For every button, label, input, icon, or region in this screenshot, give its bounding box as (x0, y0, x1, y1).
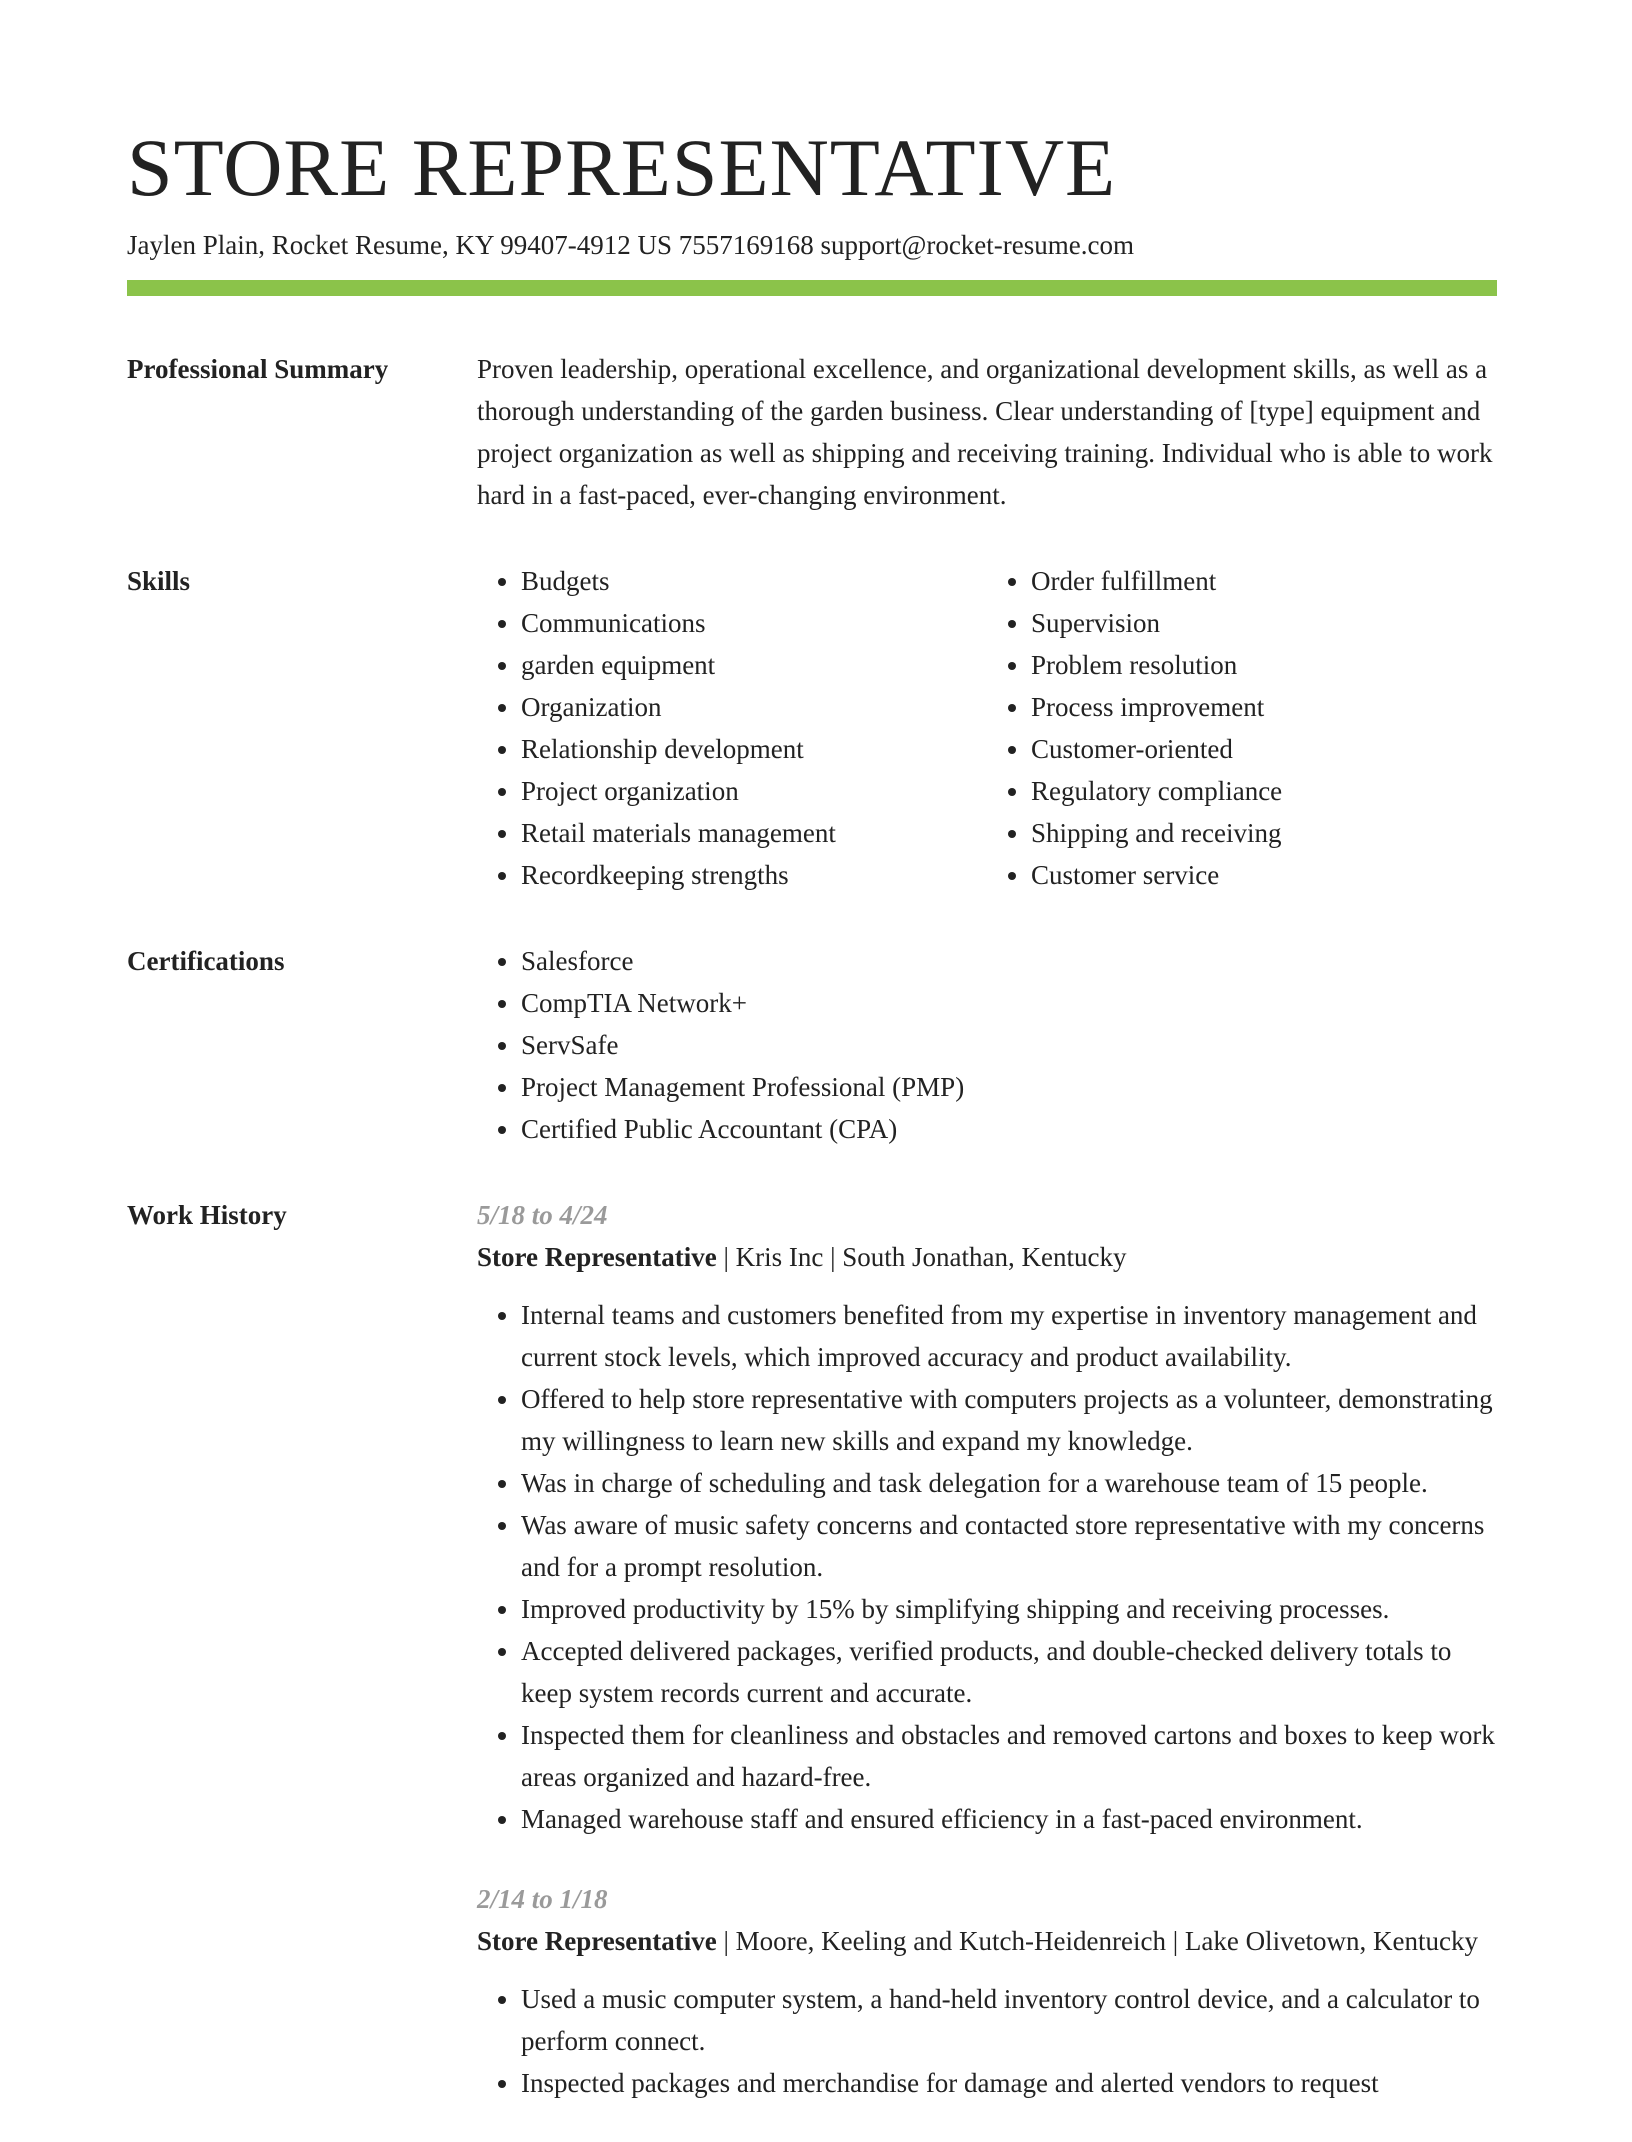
skills-list-right (987, 560, 1497, 896)
contact-name: Jaylen Plain, (127, 230, 265, 260)
list-item: • Recordkeeping strengths (521, 854, 987, 896)
job-bullets (477, 1978, 1497, 2104)
job-entry (477, 1878, 1497, 2104)
job-entry (477, 1194, 1497, 1840)
job-title: Store Representative (477, 1926, 717, 1956)
work-history-heading: Work History (127, 1200, 287, 1230)
list-item: • Supervision (1031, 602, 1497, 644)
job-details: | Moore, Keeling and Kutch-Heidenreich | Lake Olivetown, Kentucky (716, 1926, 1479, 1956)
list-item: • Customer-oriented (1031, 728, 1497, 770)
resume-page (127, 120, 1497, 2142)
list-item: • Internal teams and customers benefited from my expertise in inventory management and current stock levels, which improved accuracy and product availability. (521, 1294, 1497, 1378)
list-item: • Accepted delivered packages, verified products, and double-checked delivery totals to keep system records current and accurate. (521, 1630, 1497, 1714)
list-item: • ServSafe (521, 1024, 1497, 1066)
list-item: • Relationship development (521, 728, 987, 770)
list-item: • Communications (521, 602, 987, 644)
skills-heading: Skills (127, 566, 191, 596)
list-item: • Regulatory compliance (1031, 770, 1497, 812)
work-history-content (477, 1194, 1497, 2142)
list-item: • Customer service (1031, 854, 1497, 896)
skills-columns (477, 560, 1497, 896)
list-item: • Shipping and receiving (1031, 812, 1497, 854)
list-item: • Salesforce (521, 940, 1497, 982)
skills-list-left (477, 560, 987, 896)
list-item: • Retail materials management (521, 812, 987, 854)
contact-email[interactable]: support@rocket-resume.com (820, 230, 1134, 260)
job-date: 2/14 to 1/18 (477, 1884, 608, 1914)
work-history-section (127, 1194, 1497, 2142)
list-item: • Process improvement (1031, 686, 1497, 728)
list-item: • Organization (521, 686, 987, 728)
list-item: • Budgets (521, 560, 987, 602)
skills-section (127, 560, 1497, 896)
list-item: • Project Management Professional (PMP) (521, 1066, 1497, 1108)
job-title-line (477, 1920, 1497, 1962)
contact-city: Rocket Resume, (271, 230, 449, 260)
list-item: • CompTIA Network+ (521, 982, 1497, 1024)
summary-section (127, 348, 1497, 516)
summary-text: Proven leadership, operational excellence, and organizational development skills, as well as a thorough understanding of the garden business. Clear understanding of [type] equipment and project organization as well as shipping and receiving training. Individual who is able to work hard in a fast-paced, ever-changing environment. (477, 354, 1493, 510)
list-item: • Used a music computer system, a hand-held inventory control device, and a calculator to perform connect. (521, 1978, 1497, 2062)
certifications-list (477, 940, 1497, 1150)
job-date: 5/18 to 4/24 (477, 1200, 608, 1230)
accent-divider (127, 280, 1497, 296)
contact-phone: 7557169168 (678, 230, 814, 260)
certifications-heading: Certifications (127, 946, 285, 976)
list-item: • Was aware of music safety concerns and contacted store representative with my concerns and for a prompt resolution. (521, 1504, 1497, 1588)
list-item: • Project organization (521, 770, 987, 812)
list-item: • Inspected packages and merchandise for damage and alerted vendors to request (521, 2062, 1497, 2104)
contact-state-zip: KY 99407-4912 (455, 230, 631, 260)
list-item: • Order fulfillment (1031, 560, 1497, 602)
list-item: • Problem resolution (1031, 644, 1497, 686)
job-title-line (477, 1236, 1497, 1278)
certifications-section (127, 940, 1497, 1150)
list-item: • Certified Public Accountant (CPA) (521, 1108, 1497, 1150)
list-item: • Improved productivity by 15% by simplifying shipping and receiving processes. (521, 1588, 1497, 1630)
contact-country: US (637, 230, 672, 260)
contact-line (127, 228, 1497, 262)
job-details: | Kris Inc | South Jonathan, Kentucky (716, 1242, 1127, 1272)
list-item: • garden equipment (521, 644, 987, 686)
list-item: • Offered to help store representative with computers projects as a volunteer, demonstrating my willingness to learn new skills and expand my knowledge. (521, 1378, 1497, 1462)
list-item: • Inspected them for cleanliness and obstacles and removed cartons and boxes to keep work areas organized and hazard-free. (521, 1714, 1497, 1798)
certifications-content (477, 940, 1497, 1150)
list-item: • Was in charge of scheduling and task delegation for a warehouse team of 15 people. (521, 1462, 1497, 1504)
list-item: • Managed warehouse staff and ensured efficiency in a fast-paced environment. (521, 1798, 1497, 1840)
summary-heading: Professional Summary (127, 354, 389, 384)
job-title: Store Representative (477, 1242, 717, 1272)
job-bullets (477, 1294, 1497, 1840)
resume-title: STORE REPRESENTATIVE (127, 122, 1117, 213)
